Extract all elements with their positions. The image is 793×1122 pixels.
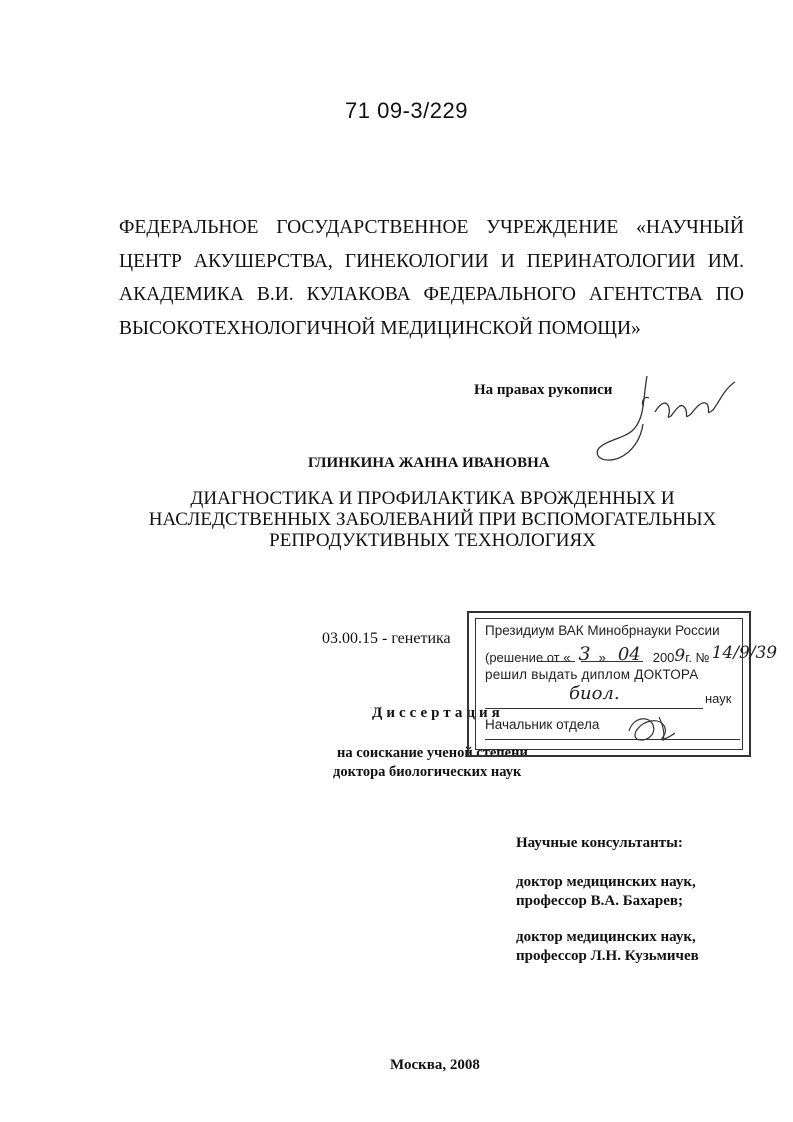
stamp-day-underline: [537, 661, 575, 662]
author-name: ГЛИНКИНА ЖАННА ИВАНОВНА: [308, 455, 550, 471]
title-line: НАСЛЕДСТВЕННЫХ ЗАБОЛЕВАНИЙ ПРИ ВСПОМОГАТЕЛЬНЫХ: [148, 509, 717, 530]
title-line: РЕПРОДУКТИВНЫХ ТЕХНОЛОГИЯХ: [269, 530, 596, 551]
consultant-name: профессор В.А. Бахарев;: [516, 893, 684, 909]
stamp-decision-suffix: г. №: [685, 650, 710, 665]
stamp-line: Президиум ВАК Минобрнауки России: [485, 623, 720, 638]
city-year: Москва, 2008: [390, 1057, 480, 1073]
stamp-decision-mid: »: [598, 650, 606, 665]
stamp-line: наук: [705, 691, 732, 706]
document-code: 71 09-3/229: [345, 98, 468, 123]
manuscript-note: На правах рукописи: [474, 382, 613, 398]
specialty: 03.00.15 - генетика: [322, 630, 451, 647]
organization-line: ВЫСОКОТЕХНОЛОГИЧНОЙ МЕДИЦИНСКОЙ ПОМОЩИ»: [119, 317, 641, 339]
organization-line: ЦЕНТР АКУШЕРСТВА, ГИНЕКОЛОГИИ И ПЕРИНАТОЛОГИИ ИМ.: [119, 250, 744, 272]
organization-line: АКАДЕМИКА В.И. КУЛАКОВА ФЕДЕРАЛЬНОГО АГЕНТСТВА ПО: [119, 284, 744, 305]
title-line: ДИАГНОСТИКА И ПРОФИЛАКТИКА ВРОЖДЕННЫХ И: [190, 488, 675, 509]
stamp-signature-underline: [485, 739, 740, 740]
organization-name: [119, 211, 744, 345]
stamp-official-signature: [619, 709, 709, 749]
stamp-number: 14/9/39: [711, 643, 778, 663]
stamp-decision-line: [485, 645, 777, 667]
dissertation-title: [120, 488, 745, 551]
stamp-decision-prefix: (решение от «: [485, 650, 571, 665]
degree-line: доктора биологических наук: [333, 764, 522, 780]
stamp-day: 3: [578, 643, 591, 665]
consultants-list: [516, 873, 736, 966]
approval-stamp: [467, 611, 778, 757]
consultant-degree: доктор медицинских наук,: [516, 929, 696, 945]
stamp-line: Начальник отдела: [485, 717, 600, 732]
stamp-month: 04: [617, 644, 641, 665]
document-type: Диссертация: [372, 705, 504, 721]
stamp-month-underline: [581, 661, 643, 662]
stamp-year-prefix: 200: [652, 650, 675, 665]
stamp-line: решил выдать диплом ДОКТОРА: [485, 667, 699, 682]
consultant-degree: доктор медицинских наук,: [516, 874, 696, 890]
author-signature: [585, 368, 745, 468]
degree-line: на соискание ученой степени: [337, 745, 528, 761]
organization-line: ФЕДЕРАЛЬНОЕ ГОСУДАРСТВЕННОЕ УЧРЕЖДЕНИЕ «НАУЧНЫЙ: [119, 217, 744, 238]
stamp-field-handwritten: биол.: [569, 683, 620, 704]
stamp-year-digit: 9: [674, 646, 686, 666]
consultant-name: профессор Л.Н. Кузьмичев: [516, 948, 699, 964]
consultants-heading: Научные консультанты:: [516, 835, 683, 851]
